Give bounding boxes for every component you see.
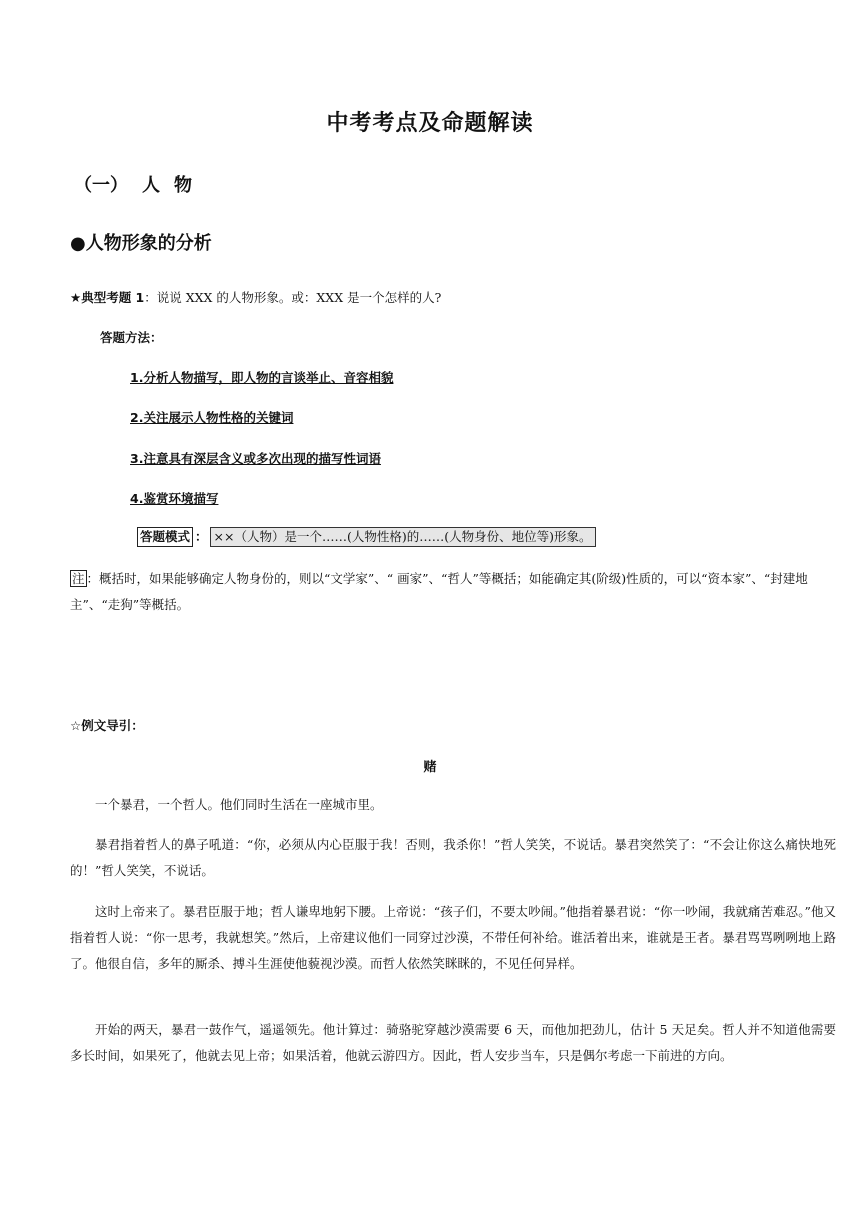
story-paragraph-1: 一个暴君，一个哲人。他们同时生活在一座城市里。: [95, 797, 383, 812]
question-label: ★典型考题 1: [70, 290, 145, 305]
method-item-3: 3.注意具有深层含义或多次出现的描写性词语: [130, 451, 381, 466]
answer-mode-label: 答题模式: [137, 527, 193, 547]
subsection-heading: ●人物形象的分析: [70, 233, 212, 254]
method-label: 答题方法：: [100, 330, 163, 345]
page-title: 中考考点及命题解读: [326, 111, 534, 136]
section-number: （一）: [74, 175, 128, 196]
answer-mode-text: ××（人物）是一个……(人物性格)的……(人物身份、地位等)形象。: [210, 527, 596, 547]
answer-mode-colon: ：: [195, 529, 208, 544]
answer-mode-row: [137, 526, 596, 548]
typical-question: [70, 286, 441, 310]
section-heading: [74, 174, 192, 198]
section-word-1: 人: [142, 175, 160, 196]
method-item-4: 4.鉴赏环境描写: [130, 491, 219, 506]
story-title: 赌: [423, 760, 437, 775]
example-heading: ☆例文导引：: [70, 718, 144, 733]
note-mark: 注: [72, 571, 85, 586]
story-paragraph-2: 暴君指着哲人的鼻子吼道：“你，必须从内心臣服于我！否则，我杀你！”哲人笑笑，不说话。暴君突然笑了：“不会让你这么痛快地死的！”哲人笑笑，不说话。: [70, 837, 836, 878]
section-word-2: 物: [174, 175, 192, 196]
note-paragraph: [70, 566, 836, 618]
method-item-1: 1.分析人物描写，即人物的言谈举止、音容相貌: [130, 370, 394, 385]
question-text: ：说说 XXX 的人物形象。或：XXX 是一个怎样的人?: [144, 290, 442, 305]
story-paragraph-3: 这时上帝来了。暴君臣服于地；哲人谦卑地躬下腰。上帝说：“孩子们，不要太吵闹。”他指着暴君说：“你一吵闹，我就痛苦难忍。”他又指着哲人说：“你一思考，我就想笑。”然后，上帝建议他们一同穿过沙漠，不带任何补给。谁活着出来，谁就是王者。暴君骂骂咧咧地上路了。他很自信，多年的厮杀、搏斗生涯使他藐视沙漠。而哲人依然笑眯眯的，不见任何异样。: [70, 904, 836, 971]
method-item-2: 2.关注展示人物性格的关键词: [130, 410, 294, 425]
note-text: ：概括时，如果能够确定人物身份的，则以“文学家”、“ 画家”、“哲人”等概括；如能确定其(阶级)性质的，可以“资本家”、“封建地主”、“走狗”等概括。: [70, 571, 808, 612]
story-paragraph-4: 开始的两天，暴君一鼓作气，遥遥领先。他计算过：骑骆驼穿越沙漠需要 6 天，而他加把劲儿，估计 5 天足矣。哲人并不知道他需要多长时间，如果死了，他就去见上帝；如果活着，他就云游四方。因此，哲人安步当车，只是偶尔考虑一下前进的方向。: [70, 1022, 836, 1063]
